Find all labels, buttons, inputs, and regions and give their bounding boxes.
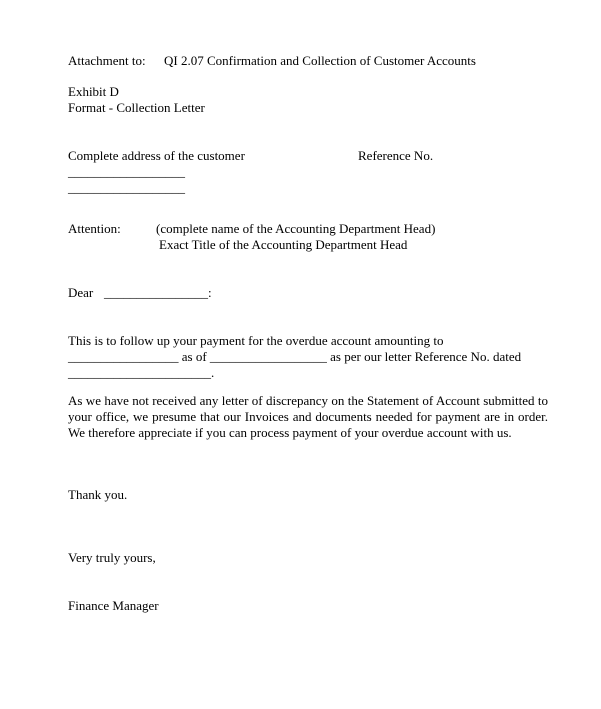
body-paragraph-2: As we have not received any letter of discrepancy on the Statement of Account submitted to your office, we presume that our Invoices and documents needed for payment are in order. We therefore appreciate if you can process payment of your overdue account with us. (68, 393, 548, 440)
body-paragraph-1-line-1: This is to follow up your payment for the overdue account amounting to (68, 333, 444, 348)
salutation-dear: Dear (68, 285, 94, 300)
closing-thanks: Thank you. (68, 487, 128, 502)
address-blank-line-1: __________________ (68, 164, 185, 179)
attention-name: (complete name of the Accounting Department Head) (156, 221, 436, 236)
reference-no-label: Reference No. (358, 148, 434, 163)
body-paragraph-1-line-2: _________________ as of __________________ as per our letter Reference No. dated (68, 349, 522, 364)
closing-valediction: Very truly yours, (68, 550, 156, 565)
exhibit-label: Exhibit D (68, 84, 119, 99)
attention-label: Attention: (68, 221, 121, 236)
customer-address-label: Complete address of the customer (68, 148, 245, 163)
attention-title: Exact Title of the Accounting Department Head (159, 237, 408, 252)
format-label: Format - Collection Letter (68, 100, 205, 115)
attachment-title: QI 2.07 Confirmation and Collection of Customer Accounts (164, 53, 476, 68)
attachment-label: Attachment to: (68, 53, 146, 68)
salutation-blank: ________________: (104, 285, 212, 300)
body-paragraph-1-line-3: ______________________. (68, 365, 215, 380)
address-blank-line-2: __________________ (68, 180, 185, 195)
closing-signatory: Finance Manager (68, 598, 159, 613)
